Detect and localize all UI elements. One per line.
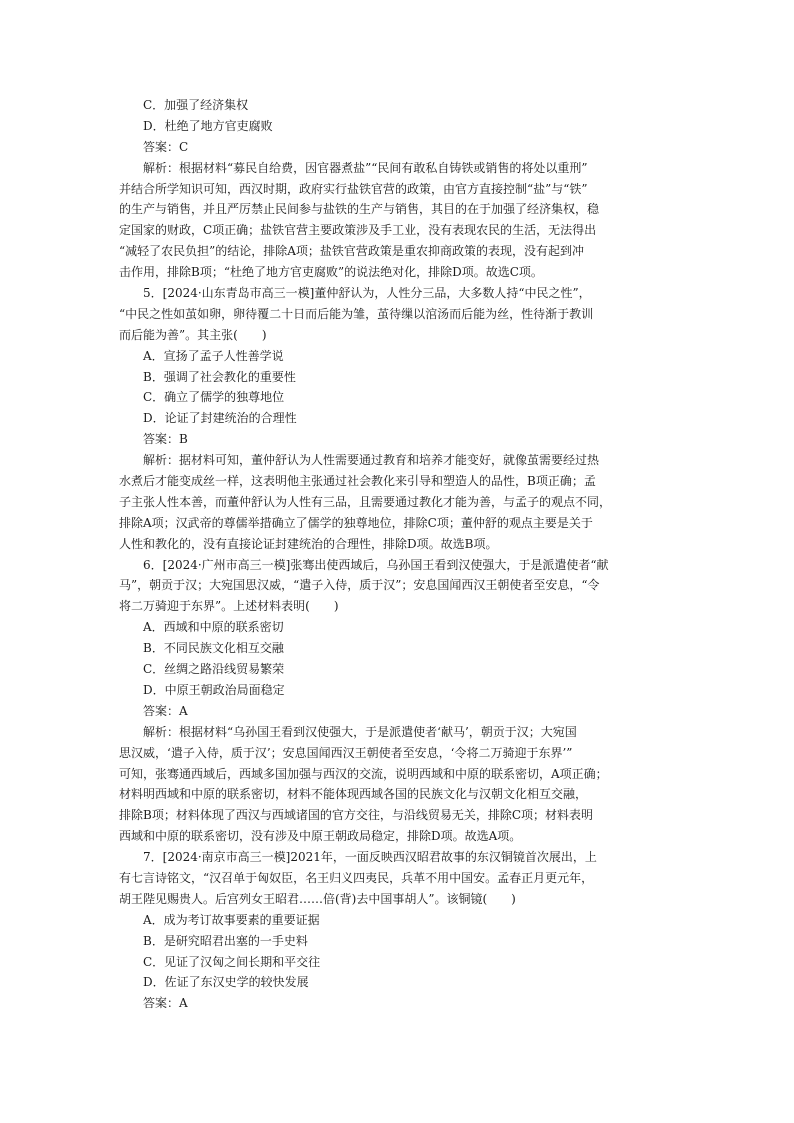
text-line: C．确立了儒学的独尊地位 bbox=[143, 390, 285, 405]
text-line: 将二万骑迎于东界”。上述材料表明( ) bbox=[119, 599, 339, 614]
text-line: 西域和中原的联系密切，没有涉及中原王朝政局稳定，排除D项。故选A项。 bbox=[119, 829, 522, 844]
text-line: 7．[2024·南京市高三一模]2021年，一面反映西汉昭君故事的东汉铜镜首次展出，上 bbox=[143, 850, 597, 865]
text-line: 5．[2024·山东青岛市高三一模]董仲舒认为，人性分三品，大多数人持“中民之性”， bbox=[143, 286, 591, 301]
text-line: D．佐证了东汉史学的较快发展 bbox=[143, 975, 309, 990]
text-line: 人性和教化的，没有直接论证封建统治的合理性，排除D项。故选B项。 bbox=[119, 536, 498, 551]
text-line: 胡王陛见赐贵人。后宫列女王昭君……倍(背)去中国事胡人”。该铜镜( ) bbox=[119, 891, 516, 906]
text-line: “中民之性如茧如卵，卵待覆二十日而后能为雏，茧待缫以涫汤而后能为丝，性待渐于教训 bbox=[119, 306, 594, 321]
text-line: 解析：根据材料“募民自给费，因官器煮盐”“民间有敢私自铸铁或销售的将处以重刑” bbox=[143, 160, 588, 175]
text-line: D．杜绝了地方官吏腐败 bbox=[143, 118, 273, 133]
text-line: 可知，张骞通西域后，西域多国加强与西汉的交流，说明西域和中原的联系密切，A项正确； bbox=[119, 766, 608, 781]
text-line: C．见证了汉匈之间长期和平交往 bbox=[143, 954, 321, 969]
text-line: 思汉威，‘遣子入侍，质于汉’；安息国闻西汉王朝使者至安息，‘令将二万骑迎于东界’” bbox=[119, 745, 573, 760]
text-line: 并结合所学知识可知，西汉时期，政府实行盐铁官营的政策，由官方直接控制“盐”与“铁” bbox=[119, 181, 588, 196]
text-line: D．论证了封建统治的合理性 bbox=[143, 411, 297, 426]
text-line: 有七言诗铭文，“汉召单于匈奴臣，名王归义四夷民，兵革不用中国安。孟春正月更元年， bbox=[119, 870, 594, 885]
text-line: 排除A项；汉武帝的尊儒举措确立了儒学的独尊地位，排除C项；董仲舒的观点主要是关于 bbox=[119, 515, 593, 530]
text-line: “减轻了农民负担”的结论，排除A项；盐铁官营政策是重农抑商政策的表现，没有起到冲 bbox=[119, 244, 584, 259]
text-line: 子主张人性本善，而董仲舒认为人性有三品，且需要通过教化才能为善，与孟子的观点不同， bbox=[119, 494, 612, 509]
text-line: A．宣扬了孟子人性善学说 bbox=[143, 348, 284, 363]
text-line: 的生产与销售，并且严厉禁止民间参与盐铁的生产与销售，其目的在于加强了经济集权，稳 bbox=[119, 202, 600, 217]
text-line: 而后能为善”。其主张( ) bbox=[119, 327, 267, 342]
text-line: 马”，朝贡于汉；大宛国思汉威，“遣子入侍，质于汉”；安息国闻西汉王朝使者至安息，“令 bbox=[119, 578, 600, 593]
text-line: 答案：B bbox=[143, 432, 188, 447]
text-line: C．丝绸之路沿线贸易繁荣 bbox=[143, 662, 285, 677]
text-line: B．不同民族文化相互交融 bbox=[143, 641, 284, 656]
text-line: 解析：据材料可知，董仲舒认为人性需要通过教育和培养才能变好，就像茧需要经过热 bbox=[143, 453, 600, 468]
text-line: C．加强了经济集权 bbox=[143, 98, 249, 112]
text-line: 水煮后才能变成丝一样，这表明他主张通过社会教化来引导和塑造人的品性，B项正确；孟 bbox=[119, 474, 596, 489]
text-line: 解析：根据材料“乌孙国王看到汉使强大，于是派遣使者‘献马’，朝贡于汉；大宛国 bbox=[143, 724, 577, 739]
text-line: 定国家的财政，C项正确；盐铁官营主要政策涉及手工业，没有表现农民的生活，无法得出 bbox=[119, 223, 597, 238]
text-line: D．中原王朝政治局面稳定 bbox=[143, 682, 285, 697]
text-line: A．成为考订故事要素的重要证据 bbox=[143, 912, 320, 927]
text-line: 答案：A bbox=[143, 996, 188, 1011]
text-line: 答案：A bbox=[143, 703, 188, 718]
text-line: 击作用，排除B项；“杜绝了地方官吏腐败”的说法绝对化，排除D项。故选C项。 bbox=[119, 265, 543, 280]
text-line: 材料明西域和中原的联系密切，材料不能体现西域各国的民族文化与汉朝文化相互交融， bbox=[119, 787, 588, 802]
text-line: 6．[2024·广州市高三一模]张骞出使西域后，乌孙国王看到汉使强大，于是派遣使者“献 bbox=[143, 557, 609, 572]
text-line: B．强调了社会教化的重要性 bbox=[143, 369, 296, 384]
text-line: A．西域和中原的联系密切 bbox=[143, 620, 284, 635]
text-line: 排除B项；材料体现了西汉与西域诸国的官方交往，与沿线贸易无关，排除C项；材料表明 bbox=[119, 808, 594, 823]
document-page bbox=[119, 95, 679, 1014]
text-line: B．是研究昭君出塞的一手史料 bbox=[143, 933, 308, 948]
text-line: 答案：C bbox=[143, 139, 189, 154]
